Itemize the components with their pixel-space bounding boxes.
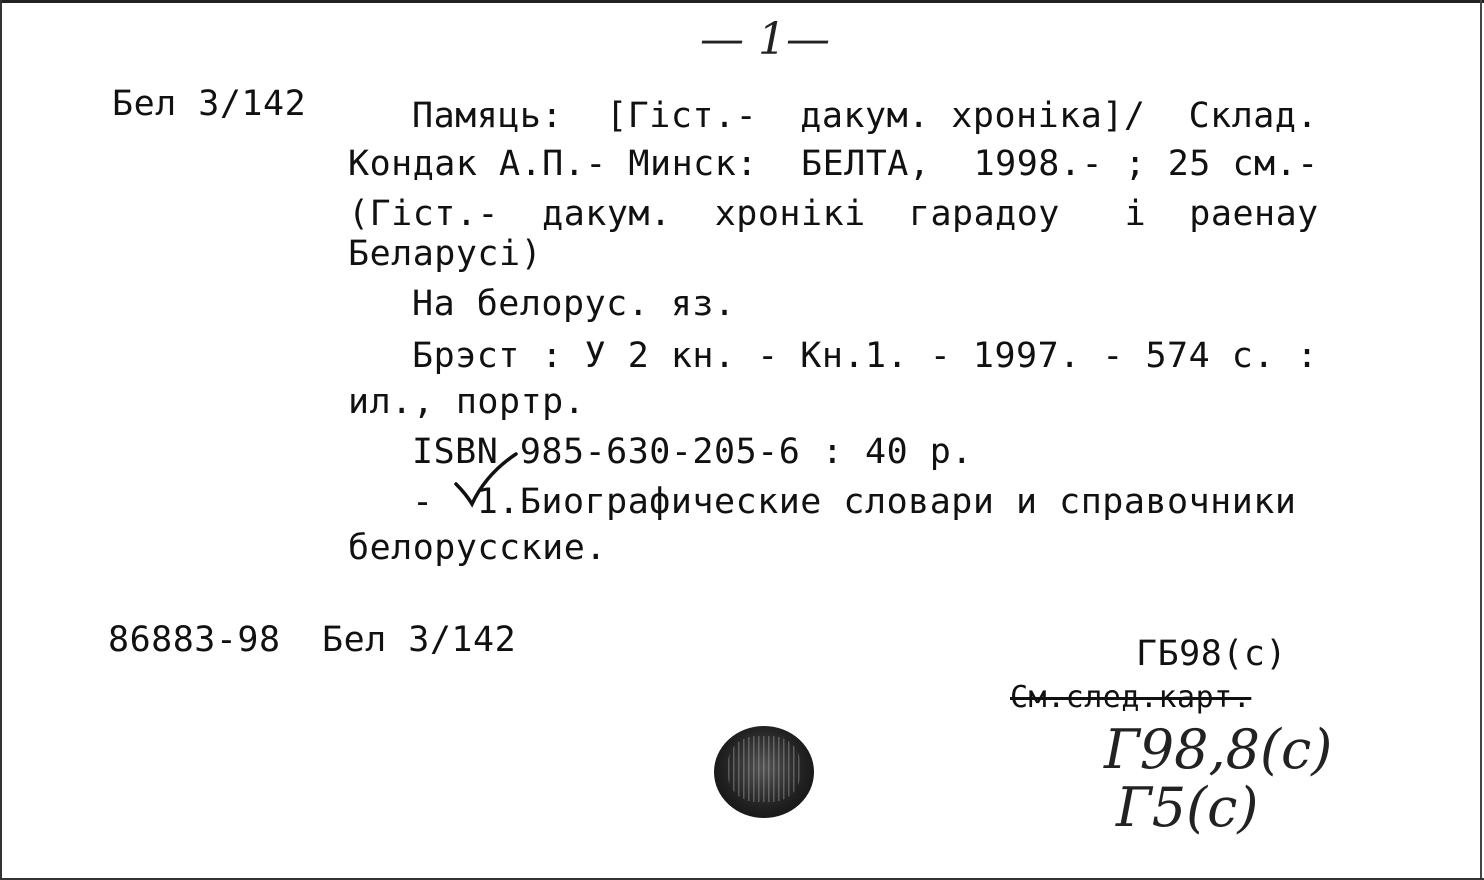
struck-see-next-card: См.след.карт. [1010,680,1252,715]
volume-line-2: ил., портр. [348,382,586,422]
card-punch-hole [714,726,814,818]
call-number-top: Бел 3/142 [112,84,307,124]
entry-line-4: Беларусі) [348,234,543,274]
language-note: На белорус. яз. [412,284,736,324]
page-marker: — 1— [700,14,830,65]
card-right-edge [1480,0,1482,880]
entry-line-3: (Гіст.- дакум. хронікі гарадоу і раенау [348,194,1319,234]
isbn-line: ISBN 985-630-205-6 : 40 р. [412,432,973,472]
handwritten-shelfmark-1: Г98,8(с) [1104,718,1333,781]
card-left-edge [0,0,2,880]
call-number-bottom: Бел 3/142 [322,620,517,660]
volume-line: Брэст : У 2 кн. - Кн.1. - 1997. - 574 с. : [412,336,1319,376]
handwritten-shelfmark-2: Г5(с) [1116,776,1259,839]
entry-line-2: Кондак А.П.- Минск: БЕЛТА, 1998.- ; 25 см.- [348,144,1319,184]
stamp-code: ГБ98(с) [1136,634,1288,674]
subject-line-2: белорусские. [348,528,607,568]
card-top-edge [0,0,1484,3]
subject-line-1: - 1.Биографические словари и справочники [412,482,1297,522]
check-mark-icon [452,450,522,510]
entry-line-1: Памяць: [Гіст.- дакум. хроніка]/ Склад. [412,96,1319,136]
accession-number: 86883-98 [108,620,281,660]
